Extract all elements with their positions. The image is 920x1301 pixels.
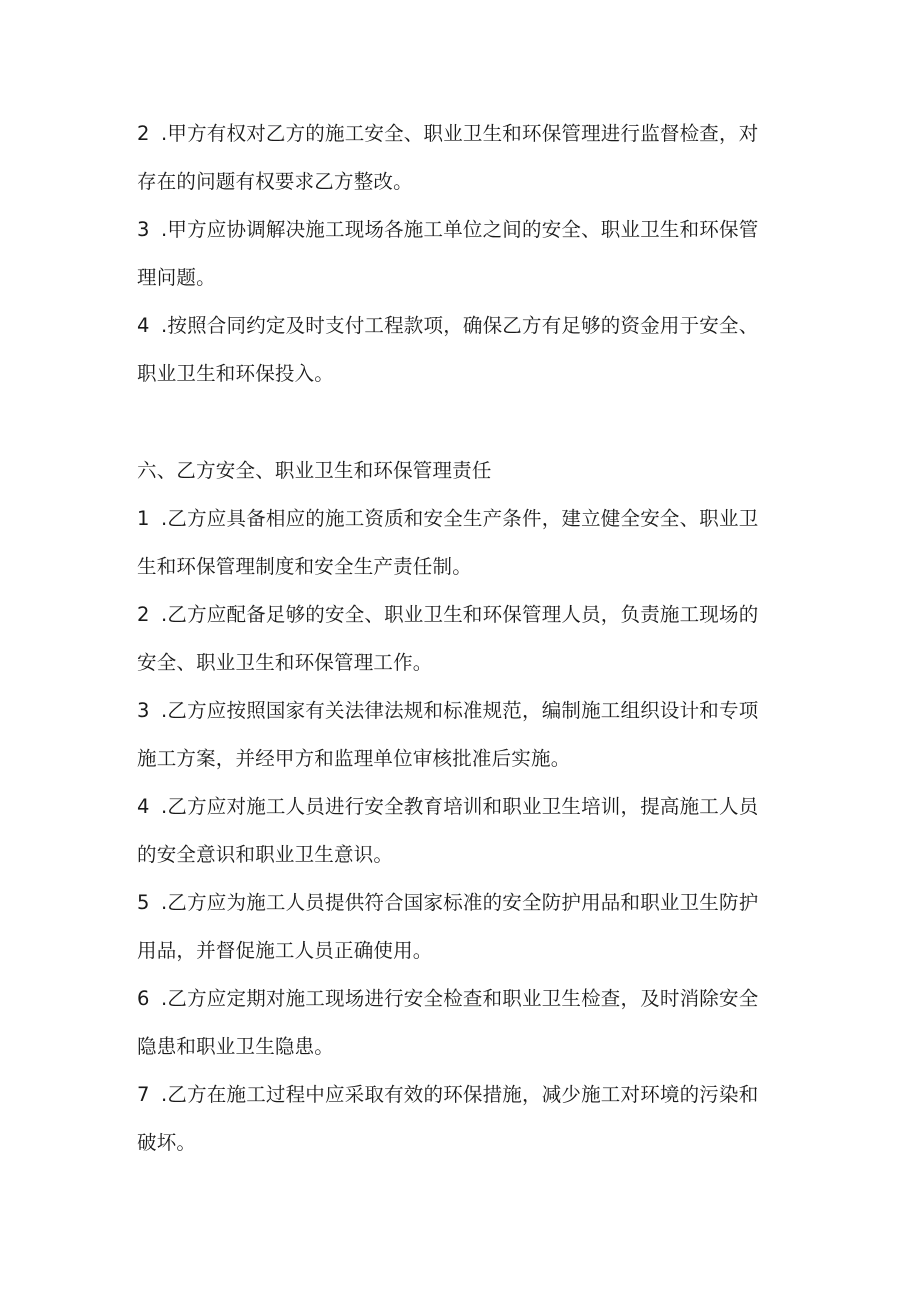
- clause-text: .乙方应配备足够的安全、职业卫生和环保管理人员，负责施工现场的安全、职业卫生和环保管理工作。: [137, 603, 759, 674]
- clause-number: 6: [137, 987, 150, 1010]
- clause-number: 4: [137, 795, 150, 818]
- document-body: [137, 110, 777, 1167]
- clause-text: .按照合同约定及时支付工程款项，确保乙方有足够的资金用于安全、职业卫生和环保投入。: [137, 314, 759, 385]
- clause-number: 1: [137, 507, 150, 530]
- clause-number: 3: [137, 218, 150, 241]
- clause-text: .乙方应定期对施工现场进行安全检查和职业卫生检查，及时消除安全隐患和职业卫生隐患。: [137, 987, 759, 1058]
- clause-text: .乙方在施工过程中应采取有效的环保措施，减少施工对环境的污染和破坏。: [137, 1083, 759, 1154]
- clause-number: 2: [137, 122, 150, 145]
- clause-b-6: [137, 975, 777, 1071]
- clause-text: .乙方应为施工人员提供符合国家标准的安全防护用品和职业卫生防护用品，并督促施工人员正确使用。: [137, 891, 759, 962]
- section-spacer: [137, 398, 777, 447]
- clause-b-5: [137, 879, 777, 975]
- clause-a-4: [137, 302, 777, 398]
- clause-text: .乙方应具备相应的施工资质和安全生产条件，建立健全安全、职业卫生和环保管理制度和安全生产责任制。: [137, 507, 759, 578]
- clause-a-3: [137, 206, 777, 302]
- clause-number: 7: [137, 1083, 150, 1106]
- clause-number: 3: [137, 699, 150, 722]
- clause-number: 2: [137, 603, 150, 626]
- section-heading: 六、乙方安全、职业卫生和环保管理责任: [137, 459, 492, 482]
- clause-b-1: [137, 495, 777, 591]
- clause-b-2: [137, 591, 777, 687]
- clause-text: .甲方有权对乙方的施工安全、职业卫生和环保管理进行监督检查，对存在的问题有权要求乙方整改。: [137, 122, 759, 193]
- clause-text: .乙方应对施工人员进行安全教育培训和职业卫生培训，提高施工人员的安全意识和职业卫生意识。: [137, 795, 759, 866]
- clause-text: .甲方应协调解决施工现场各施工单位之间的安全、职业卫生和环保管理问题。: [137, 218, 759, 289]
- clause-number: 4: [137, 314, 150, 337]
- clause-b-4: [137, 783, 777, 879]
- clause-a-2: [137, 110, 777, 206]
- clause-number: 5: [137, 891, 150, 914]
- clause-b-7: [137, 1071, 777, 1167]
- clause-text: .乙方应按照国家有关法律法规和标准规范，编制施工组织设计和专项施工方案，并经甲方和监理单位审核批准后实施。: [137, 699, 759, 770]
- clause-b-3: [137, 687, 777, 783]
